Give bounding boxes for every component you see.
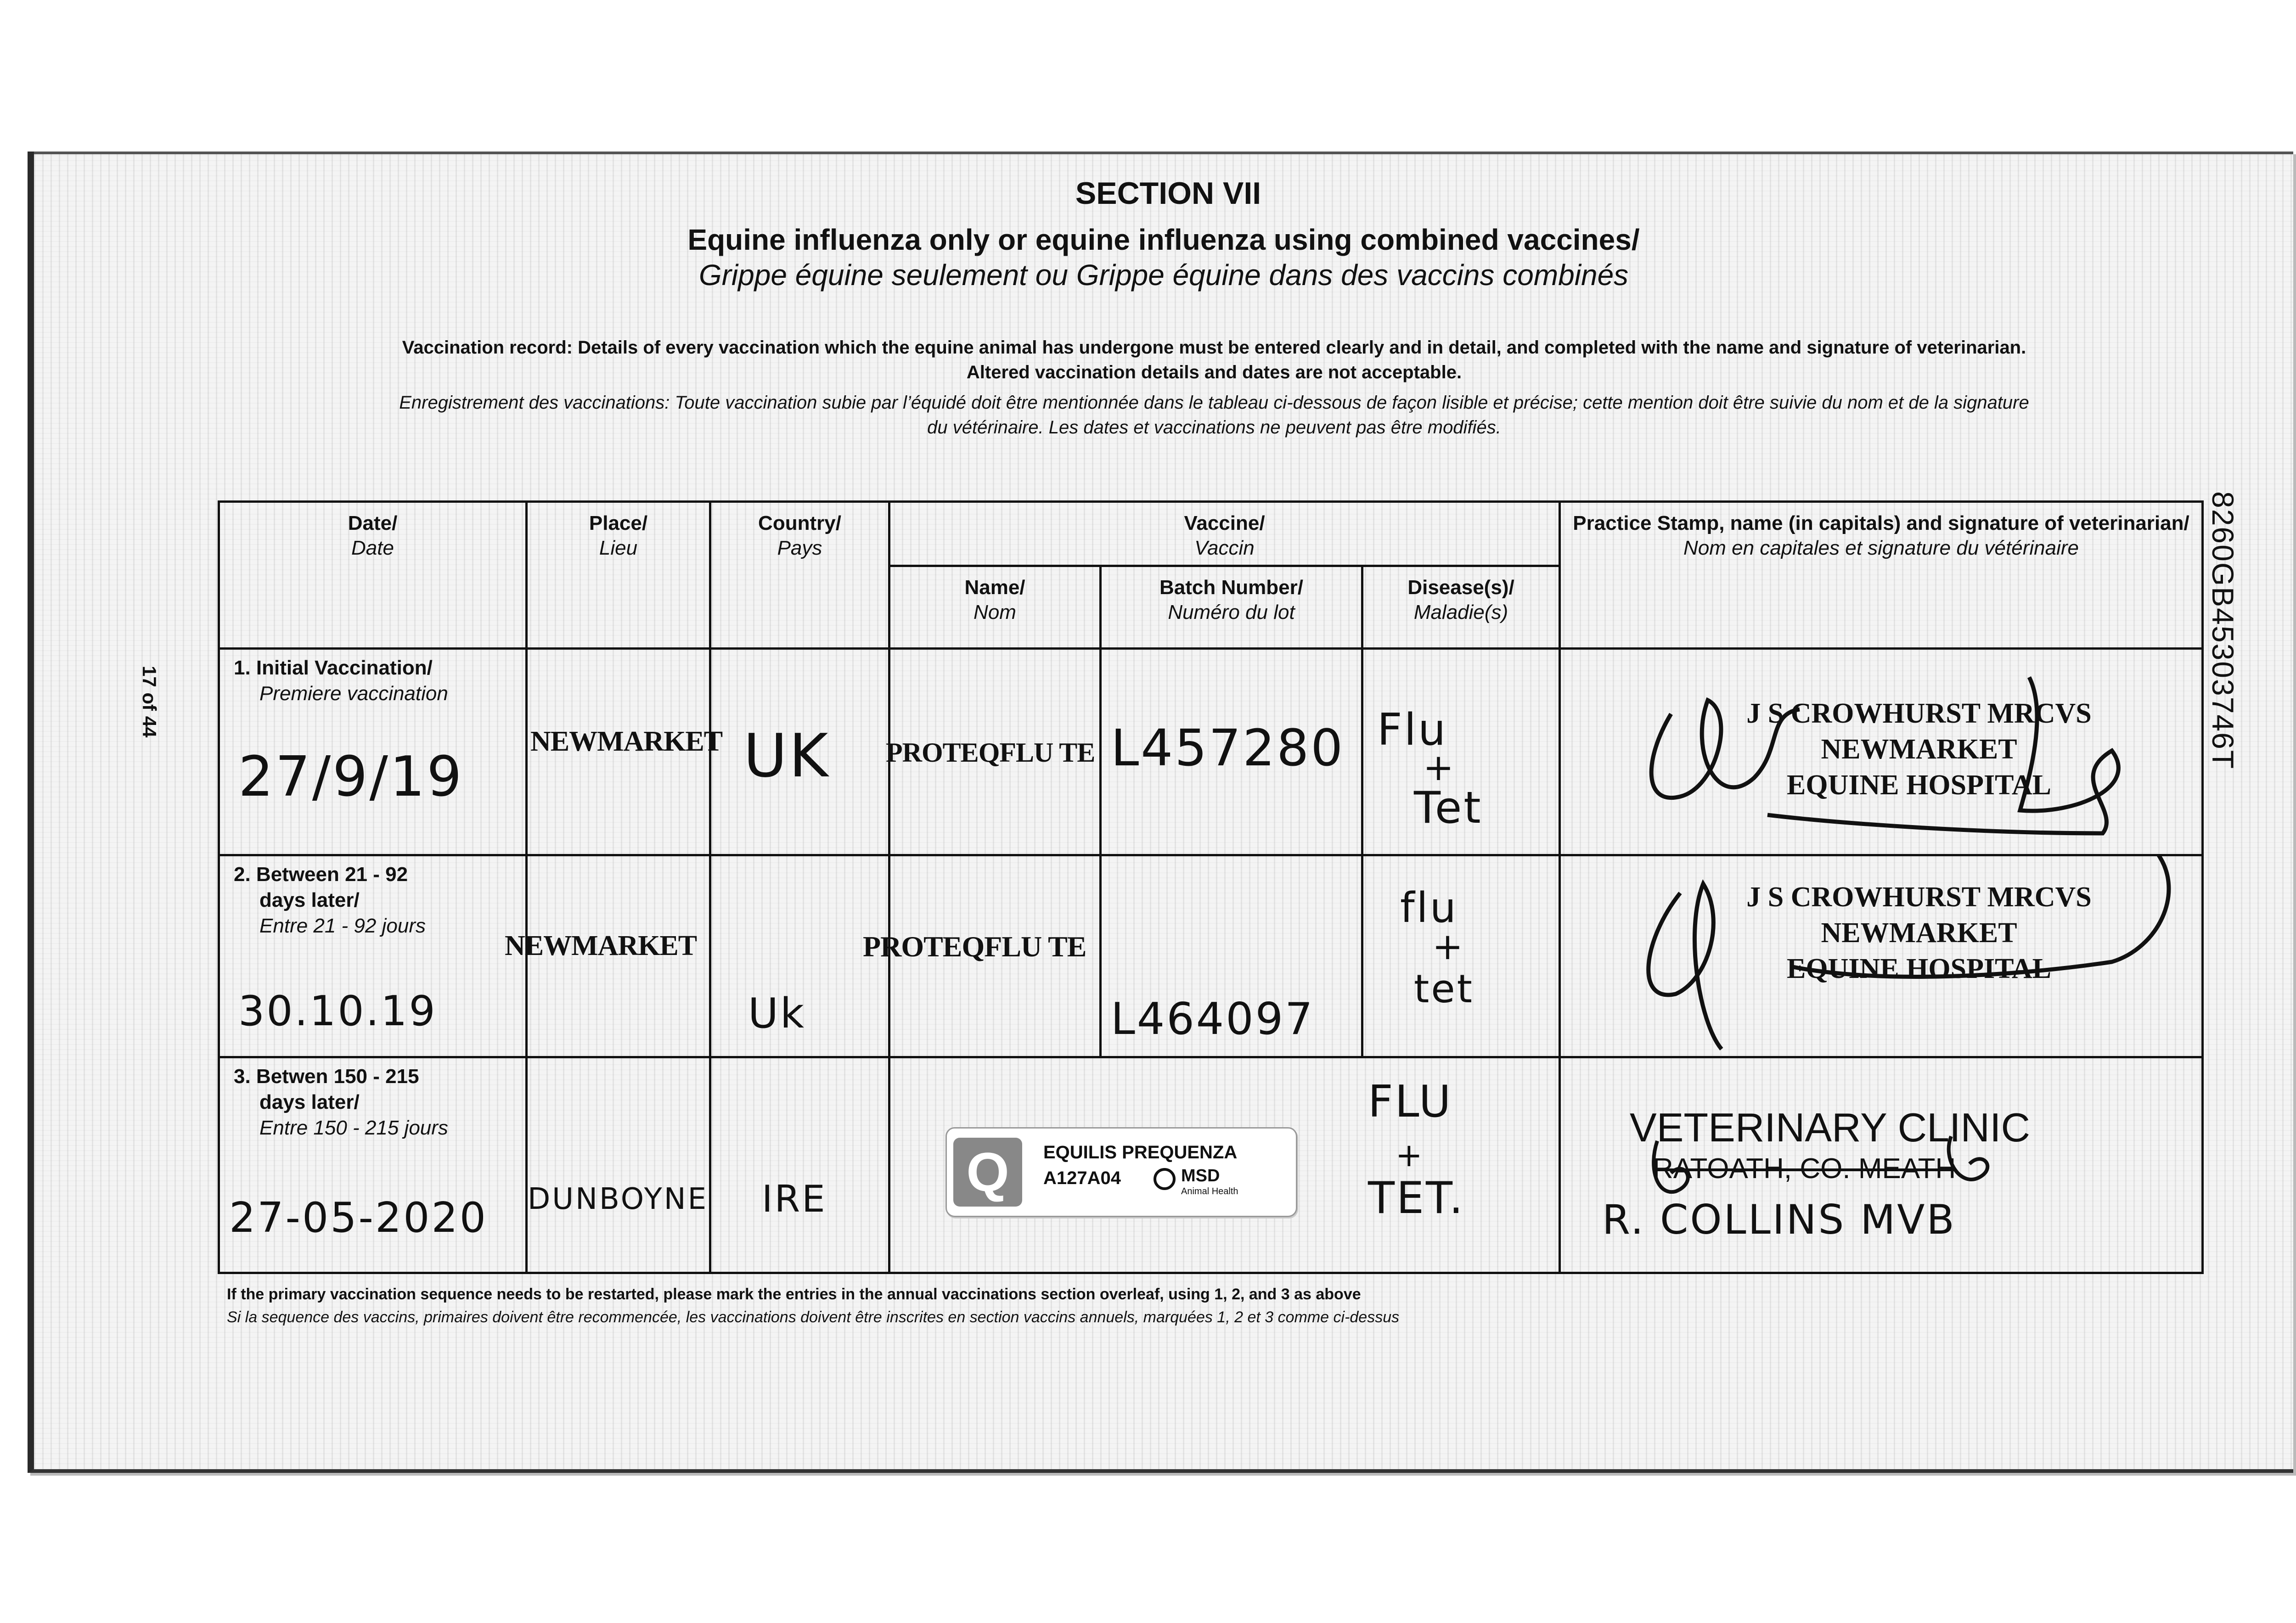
header-place-fr: Lieu <box>599 537 638 559</box>
header-vaccine <box>889 502 1560 566</box>
instructions-french <box>208 390 2220 440</box>
vaccine-sticker <box>945 1127 1297 1217</box>
row2-signature <box>1607 856 2181 1054</box>
row1-stamp-line1: J S CROWHURST MRCVS <box>1746 698 2092 729</box>
row1-disease-3: Tet <box>1414 783 1483 833</box>
row2-country-cell <box>710 855 889 1057</box>
instructions-french-line1: Enregistrement des vaccinations: Toute vaccination subie par l’équidé doit être mentionnée dans le tableau ci-dessous de façon lisible et précise; cette mention doit être suivie du nom et de la signature <box>399 393 2029 413</box>
row3-place: DUNBOYNE <box>528 1182 709 1216</box>
instructions-english-line1: Vaccination record: Details of every vaccination which the equine animal has undergone must be entered clearly and in detail, and completed with the name and signature of veterinarian. <box>402 337 2026 358</box>
row2-disease-cell <box>1362 855 1560 1057</box>
header-name <box>889 566 1101 649</box>
row2-stamp-line1: J S CROWHURST MRCVS <box>1746 882 2092 913</box>
header-name-en: Name/ <box>964 576 1025 599</box>
row1-date-cell <box>219 649 527 855</box>
row2-label: 2. Between 21 - 92 <box>234 863 408 886</box>
row3-stamp-line1: VETERINARY CLINIC <box>1630 1105 2031 1150</box>
title-english: Equine influenza only or equine influenza using combined vaccines/ <box>687 223 1640 256</box>
row3-date: 27-05-2020 <box>229 1194 488 1242</box>
header-batch-fr: Numéro du lot <box>1168 601 1295 623</box>
sticker-vaccine-name: EQUILIS PREQUENZA <box>1043 1142 1238 1162</box>
row1-country-cell <box>710 649 889 855</box>
row1-batch: L457280 <box>1111 719 1345 777</box>
section-title: SECTION VII <box>1075 176 1261 211</box>
row2-stamp-line2: NEWMARKET <box>1821 917 2017 949</box>
document-id: 8260GB45303746T <box>2206 491 2240 770</box>
row1-place: NEWMARKET <box>530 726 723 757</box>
row1-stamp-cell <box>1560 649 2203 855</box>
row1-stamp-line3: EQUINE HOSPITAL <box>1787 769 2051 801</box>
header-disease-fr: Maladie(s) <box>1413 601 1508 623</box>
row1-country: UK <box>743 721 830 791</box>
row3-date-cell <box>219 1057 527 1273</box>
page-edge <box>34 152 2293 154</box>
header-date-en: Date/ <box>348 512 398 534</box>
row2-place-cell <box>505 855 710 1057</box>
row2-vaccine-name: PROTEQFLU TE <box>863 930 1086 963</box>
row1-disease-2: + <box>1423 746 1456 789</box>
row3-label-fr: Entre 150 - 215 jours <box>259 1117 448 1139</box>
row2-place: NEWMARKET <box>505 930 697 961</box>
header-country-fr: Pays <box>777 537 822 559</box>
header-disease-en: Disease(s)/ <box>1407 576 1514 599</box>
sticker-brand-sub: Animal Health <box>1181 1186 1238 1196</box>
header-stamp-en: Practice Stamp, name (in capitals) and signature of veterinarian/ <box>1573 512 2189 534</box>
header-name-fr: Nom <box>974 601 1016 623</box>
vaccination-table <box>218 500 2204 1274</box>
row3-place-cell <box>527 1057 710 1273</box>
row1-disease-cell <box>1362 649 1560 855</box>
equilis-logo-icon: Q <box>953 1138 1022 1207</box>
row2-disease-2: + <box>1432 925 1465 968</box>
row1-disease-1: Flu <box>1377 705 1448 755</box>
header-batch <box>1101 566 1362 649</box>
row3-country-cell <box>710 1057 889 1273</box>
row3-label-line2: days later/ <box>259 1091 360 1113</box>
row3-disease-2: + <box>1396 1136 1424 1174</box>
row2-stamp-cell <box>1560 855 2203 1057</box>
row3-stamp-line3: R. COLLINS MVB <box>1602 1196 1956 1243</box>
footer-french: Si la sequence des vaccins, primaires doivent être recommencée, les vaccinations doivent être inscrites en section vaccins annuels, marquées 1, 2 et 3 comme ci-dessus <box>227 1309 1400 1326</box>
passport-page <box>28 152 2293 1473</box>
row3-stamp-cell <box>1560 1057 2203 1273</box>
row2-label-line2: days later/ <box>259 889 360 911</box>
row1-stamp-line2: NEWMARKET <box>1821 734 2017 765</box>
header-country-en: Country/ <box>758 512 841 534</box>
header-country <box>710 502 889 649</box>
row1-label-fr: Premiere vaccination <box>259 682 448 705</box>
row2-stamp-line3: EQUINE HOSPITAL <box>1787 953 2051 984</box>
row3-label: 3. Betwen 150 - 215 <box>234 1065 419 1088</box>
row1-batch-cell <box>1101 649 1362 855</box>
instructions-french-line2: du vétérinaire. Les dates et vaccinations ne peuvent pas être modifiés. <box>927 417 1501 438</box>
row3-signature <box>1630 1132 2043 1224</box>
table-row <box>219 1057 2203 1273</box>
header-batch-en: Batch Number/ <box>1159 576 1303 599</box>
instructions-english-line2: Altered vaccination details and dates are not acceptable. <box>966 362 1462 382</box>
row1-label: 1. Initial Vaccination/ <box>234 657 433 679</box>
row3-country: IRE <box>762 1178 827 1220</box>
row2-batch-cell <box>1101 855 1362 1057</box>
sticker-brand: MSD <box>1181 1166 1220 1185</box>
footer-english: If the primary vaccination sequence needs to be restarted, please mark the entries in the annual vaccinations section overleaf, using 1, 2, and 3 as above <box>227 1286 1361 1303</box>
header-date <box>219 502 527 649</box>
header-disease <box>1362 566 1560 649</box>
header-vaccine-fr: Vaccin <box>1194 537 1255 559</box>
row2-disease-1: flu <box>1400 884 1458 932</box>
instructions-english <box>208 335 2220 385</box>
header-stamp-fr: Nom en capitales et signature du vétérinaire <box>1683 537 2079 559</box>
row2-date-cell <box>219 855 527 1057</box>
row1-vaccine-name: PROTEQFLU TE <box>886 737 1095 768</box>
row1-signature <box>1616 659 2158 852</box>
row2-vaccine-cell <box>863 855 1101 1057</box>
table-row <box>219 855 2203 1057</box>
msd-logo-icon <box>1154 1168 1176 1190</box>
row3-disease-3: TET. <box>1368 1173 1465 1224</box>
header-place <box>527 502 710 649</box>
row2-date: 30.10.19 <box>238 987 437 1035</box>
header-vaccine-en: Vaccine/ <box>1184 512 1265 534</box>
row2-batch: L464097 <box>1111 994 1315 1045</box>
row1-date: 27/9/19 <box>238 745 464 809</box>
row1-place-cell <box>527 649 723 855</box>
row3-disease-1: FLU <box>1368 1077 1453 1127</box>
row1-vaccine-cell <box>886 649 1101 855</box>
header-stamp <box>1560 502 2203 649</box>
title-french: Grippe équine seulement ou Grippe équine dans des vaccins combinés <box>698 258 1629 292</box>
table-row <box>219 649 2203 855</box>
row2-country: Uk <box>748 989 806 1038</box>
sticker-batch: A127A04 <box>1043 1168 1121 1188</box>
row2-disease-3: tet <box>1414 966 1474 1012</box>
row2-label-fr: Entre 21 - 92 jours <box>259 915 426 937</box>
row3-vaccine-cell <box>889 1057 1560 1273</box>
row3-stamp-line2: RATOATH, CO. MEATH <box>1653 1153 1956 1185</box>
header-date-fr: Date <box>351 537 394 559</box>
header-place-en: Place/ <box>589 512 648 534</box>
page-number: 17 of 44 <box>139 666 160 738</box>
